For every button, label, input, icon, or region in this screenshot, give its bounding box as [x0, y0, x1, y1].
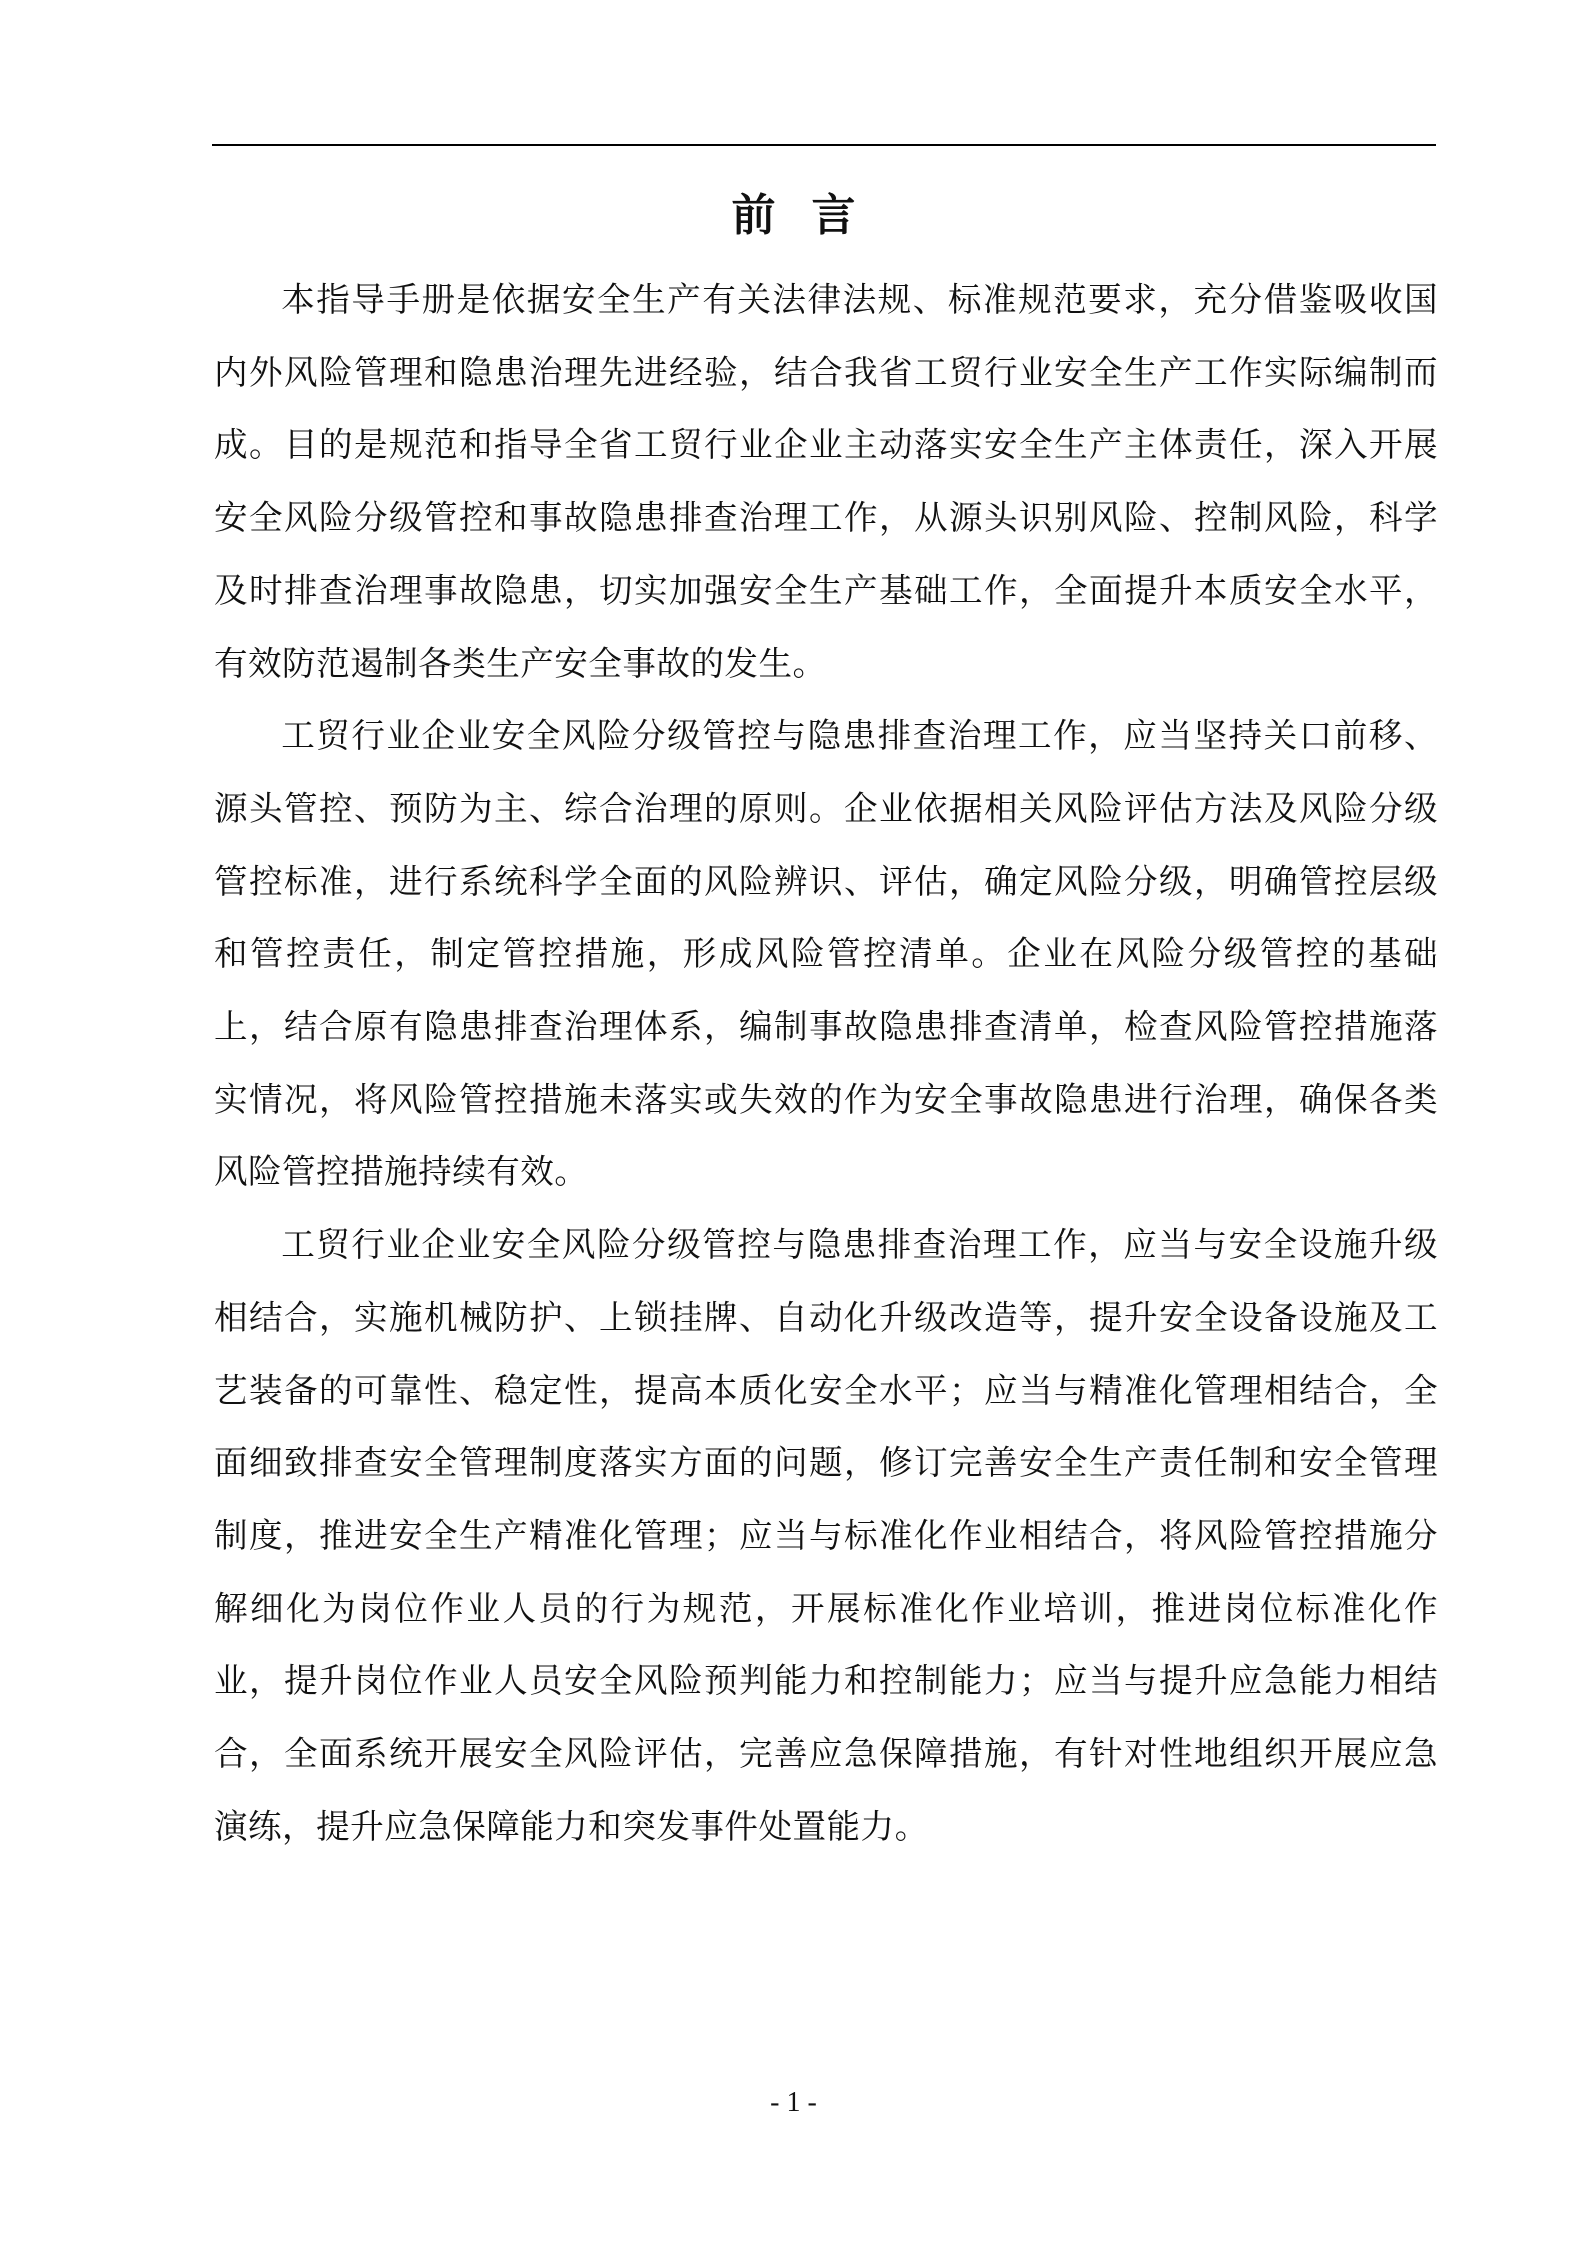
page-number: - 1 -	[770, 2087, 817, 2118]
body-text	[214, 264, 1438, 1863]
header-rule	[212, 144, 1436, 146]
paragraph-1: 本指导手册是依据安全生产有关法律法规、标准规范要求，充分借鉴吸收国内外风险管理和隐患治理先进经验，结合我省工贸行业安全生产工作实际编制而成。目的是规范和指导全省工贸行业企业主动落实安全生产主体责任，深入开展安全风险分级管控和事故隐患排查治理工作，从源头识别风险、控制风险，科学及时排查治理事故隐患，切实加强安全生产基础工作，全面提升本质安全水平，有效防范遏制各类生产安全事故的发生。	[214, 280, 1438, 683]
paragraph-2: 工贸行业企业安全风险分级管控与隐患排查治理工作，应当坚持关口前移、源头管控、预防为主、综合治理的原则。企业依据相关风险评估方法及风险分级管控标准，进行系统科学全面的风险辨识、评估，确定风险分级，明确管控层级和管控责任，制定管控措施，形成风险管控清单。企业在风险分级管控的基础上，结合原有隐患排查治理体系，编制事故隐患排查清单，检查风险管控措施落实情况，将风险管控措施未落实或失效的作为安全事故隐患进行治理，确保各类风险管控措施持续有效。	[214, 716, 1438, 1192]
paragraph-3: 工贸行业企业安全风险分级管控与隐患排查治理工作，应当与安全设施升级相结合，实施机械防护、上锁挂牌、自动化升级改造等，提升安全设备设施及工艺装备的可靠性、稳定性，提高本质化安全水平；应当与精准化管理相结合，全面细致排查安全管理制度落实方面的问题，修订完善安全生产责任制和安全管理制度，推进安全生产精准化管理；应当与标准化作业相结合，将风险管控措施分解细化为岗位作业人员的行为规范，开展标准化作业培训，推进岗位标准化作业，提升岗位作业人员安全风险预判能力和控制能力；应当与提升应急能力相结合，全面系统开展安全风险评估，完善应急保障措施，有针对性地组织开展应急演练，提升应急保障能力和突发事件处置能力。	[214, 1225, 1438, 1846]
page-title: 前言	[731, 190, 892, 241]
